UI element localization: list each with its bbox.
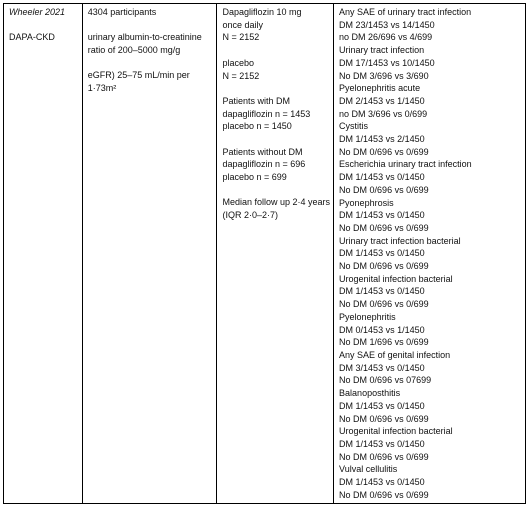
outcome-nodm-result: No DM 3/696 vs 3/690 [339,70,429,81]
nodm-dapagliflozin-n: dapagliflozin n = 696 [222,159,306,170]
outcome-dm-result: DM 0/1453 vs 1/1450 [339,324,425,335]
followup-iqr: (IQR 2·0–2·7) [222,210,279,221]
outcomes-cell [334,4,526,504]
outcome-title: Urinary tract infection bacterial [339,235,461,246]
outcome-dm-result: DM 1/1453 vs 0/1450 [339,400,425,411]
outcome-title: Pyelonephritis [339,311,396,322]
outcome-item [339,158,522,196]
outcome-item [339,425,522,463]
followup-median: Median follow up 2·4 years [222,197,331,208]
outcome-dm-result: DM 1/1453 vs 0/1450 [339,172,425,183]
outcome-title: Any SAE of urinary tract infection [339,7,472,17]
outcome-nodm-result: No DM 0/696 vs 07699 [339,375,432,386]
placebo-label: placebo [222,57,255,68]
outcome-dm-result: DM 17/1453 vs 10/1450 [339,57,435,68]
placebo-n: N = 2152 [222,70,260,81]
dm-dapagliflozin-n: dapagliflozin n = 1453 [222,108,311,119]
study-table [3,3,526,504]
outcome-title: Vulval cellulitis [339,464,398,475]
intervention-cell [217,4,334,504]
outcome-title: Pyelonephritis acute [339,83,421,94]
outcome-title: Pyonephrosis [339,197,394,208]
outcome-title: Urinary tract infection [339,45,425,56]
outcome-item [339,44,522,82]
inclusion-criteria: urinary albumin-to-creatinine ratio of 200–5000 mg/g [87,32,202,56]
nodm-header: Patients without DM [222,146,303,157]
outcome-nodm-result: No DM 0/696 vs 0/699 [339,184,429,195]
drug-frequency: once daily [222,19,264,30]
outcome-item [339,387,522,425]
outcome-item [339,197,522,235]
outcome-title: Urogenital infection bacterial [339,273,453,284]
nodm-placebo-n: placebo n = 699 [222,172,287,183]
outcome-item [339,349,522,387]
outcome-title: Any SAE of genital infection [339,349,451,360]
dm-placebo-n: placebo n = 1450 [222,121,292,132]
table-row [4,4,526,504]
outcome-title: Cystitis [339,121,369,132]
outcome-item [339,463,522,501]
egfr-criteria: eGFR) 25–75 mL/min per 1·73m² [87,70,190,94]
outcome-item [339,120,522,158]
drug-n: N = 2152 [222,32,260,43]
outcome-nodm-result: No DM 0/696 vs 0/699 [339,451,429,462]
outcome-item [339,311,522,349]
outcome-dm-result: DM 1/1453 vs 0/1450 [339,477,425,488]
outcome-item [339,6,522,44]
study-cell [4,4,83,504]
outcome-nodm-result: No DM 0/696 vs 0/699 [339,261,429,272]
drug-dose: Dapagliflozin 10 mg [222,7,302,17]
outcome-dm-result: DM 1/1453 vs 2/1450 [339,134,425,145]
outcome-nodm-result: No DM 0/696 vs 0/699 [339,413,429,424]
dm-header: Patients with DM [222,95,291,106]
outcomes-list [339,6,522,501]
trial-name: DAPA-CKD [9,32,55,43]
outcome-item [339,235,522,273]
outcome-title: Urogenital infection bacterial [339,426,453,437]
population-cell [82,4,217,504]
outcome-dm-result: DM 23/1453 vs 14/1450 [339,19,435,30]
outcome-nodm-result: no DM 26/696 vs 4/699 [339,32,433,43]
outcome-nodm-result: no DM 3/696 vs 0/699 [339,108,428,119]
outcome-title: Escherichia urinary tract infection [339,159,472,170]
outcome-dm-result: DM 3/1453 vs 0/1450 [339,362,425,373]
outcome-nodm-result: No DM 0/696 vs 0/699 [339,299,429,310]
outcome-dm-result: DM 1/1453 vs 0/1450 [339,438,425,449]
outcome-nodm-result: No DM 1/696 vs 0/699 [339,337,429,348]
outcome-nodm-result: No DM 0/696 vs 0/699 [339,146,429,157]
outcome-title: Balanoposthitis [339,388,401,399]
outcome-dm-result: DM 2/1453 vs 1/1450 [339,95,425,106]
outcome-dm-result: DM 1/1453 vs 0/1450 [339,210,425,221]
outcome-dm-result: DM 1/1453 vs 0/1450 [339,248,425,259]
outcome-item [339,273,522,311]
outcome-item [339,82,522,120]
outcome-nodm-result: No DM 0/696 vs 0/699 [339,489,429,500]
outcome-nodm-result: No DM 0/696 vs 0/699 [339,222,429,233]
participants-count: 4304 participants [87,7,157,17]
study-name: Wheeler 2021 [9,7,66,17]
outcome-dm-result: DM 1/1453 vs 0/1450 [339,286,425,297]
